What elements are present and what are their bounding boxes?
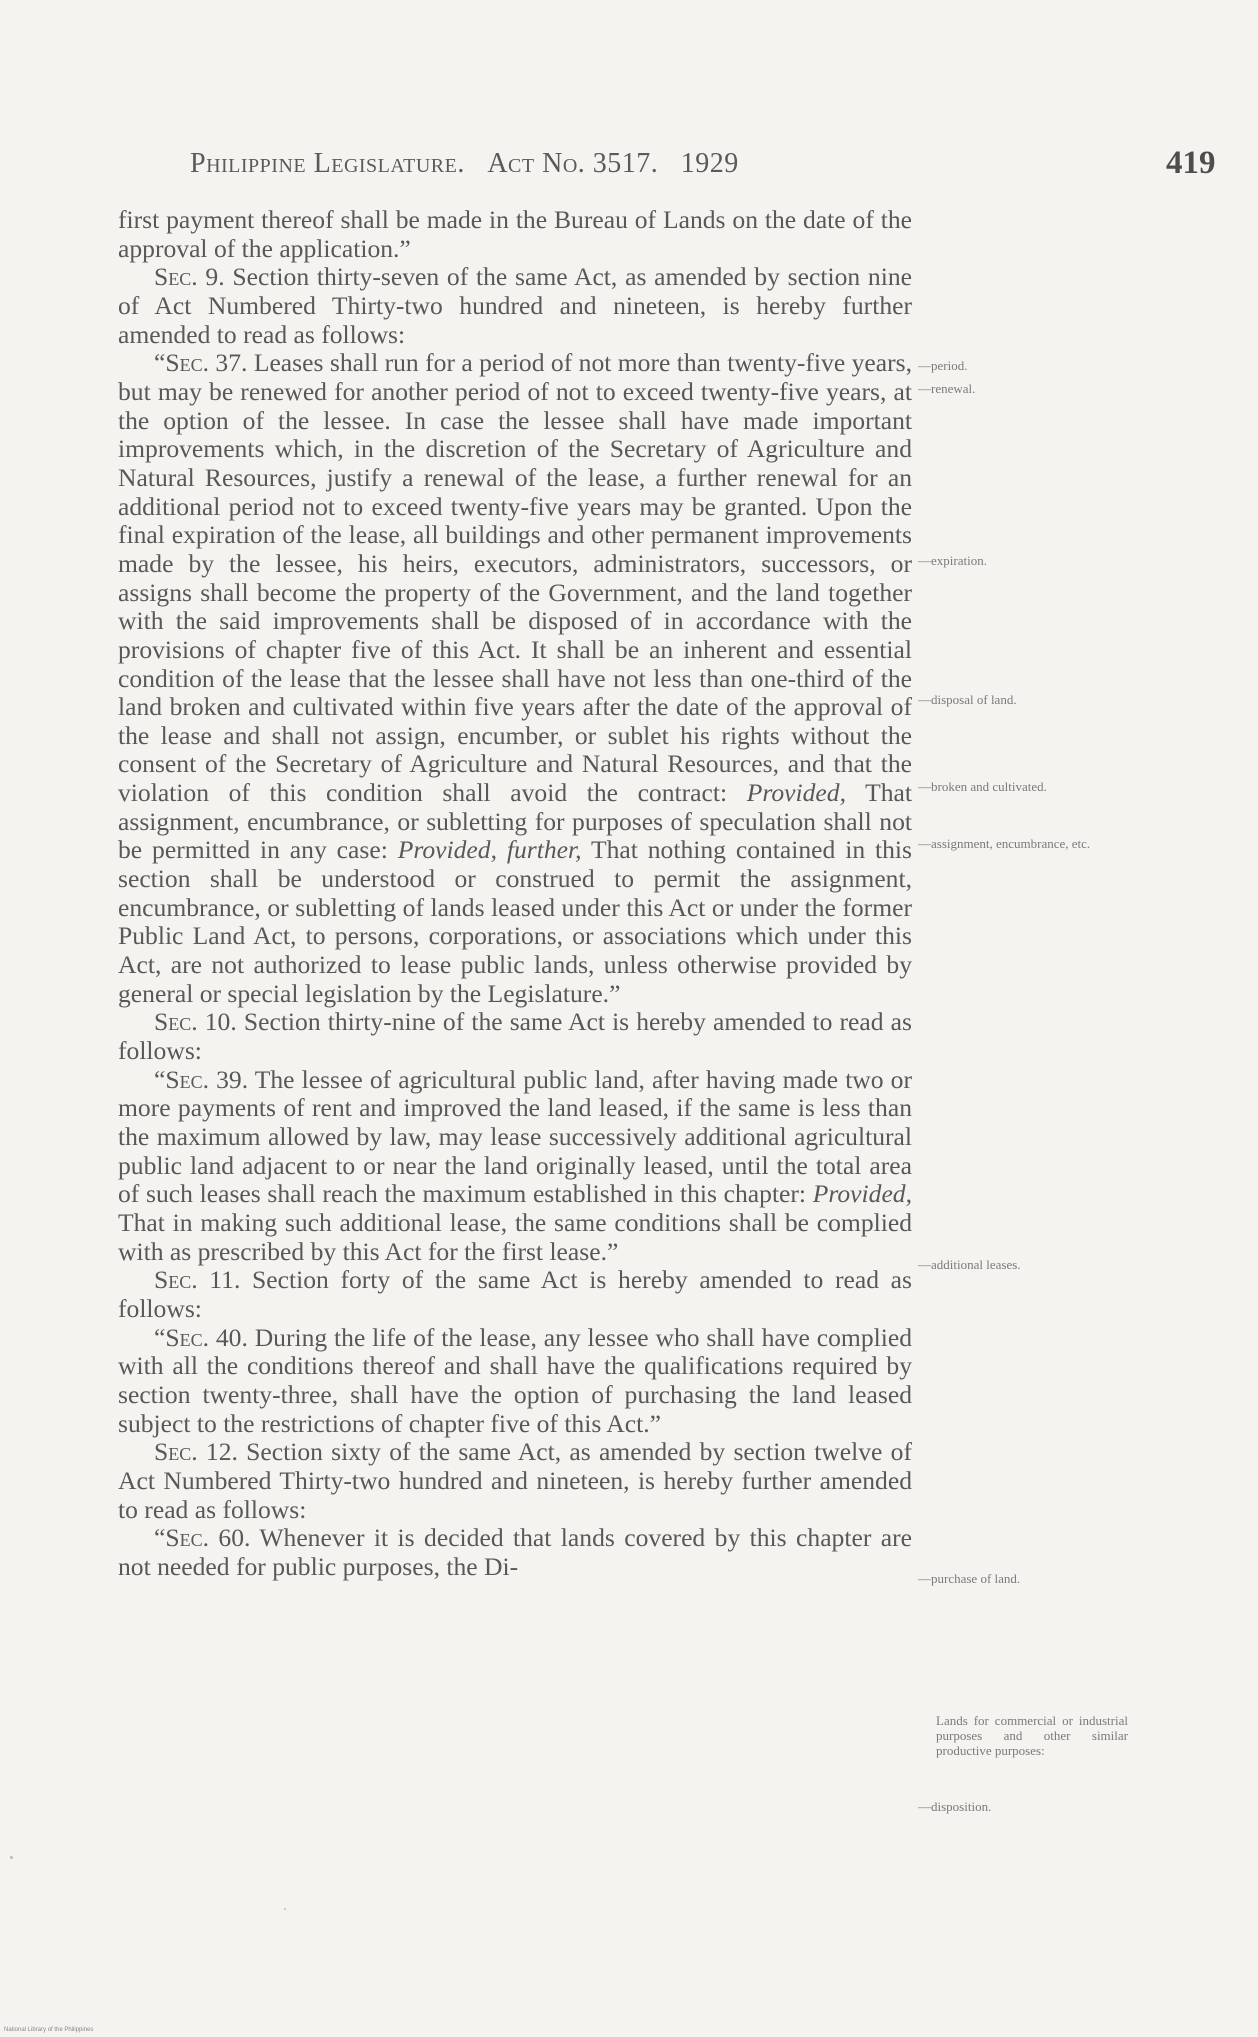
section-12-paragraph: Sec. 12. Section sixty of the same Act, as amended by section twelve of Act Numbered Thirty-two hundred and nineteen, is hereby further amended to read as follows:	[118, 1437, 912, 1524]
running-header	[190, 148, 850, 180]
section-11-paragraph: Sec. 11. Section forty of the same Act is hereby amended to read as follows:	[118, 1265, 912, 1323]
section-40-paragraph: “Sec. 40. During the life of the lease, any lessee who shall have complied with all the conditions thereof and shall have the qualifications required by section twenty-three, shall have the option of purchasing the land leased subject to the restrictions of chapter five of this Act.”	[118, 1322, 912, 1438]
sidenote-expiration: —expiration.	[918, 553, 987, 568]
section-9-paragraph: Sec. 9. Section thirty-seven of the same Act, as amended by section nine of Act Numbered Thirty-two hundred and nineteen, is hereby further amended to read as follows:	[118, 262, 912, 349]
sidenote-disposition: —disposition.	[918, 1799, 992, 1814]
running-title-year: 1929	[680, 148, 739, 179]
section-39-paragraph: “Sec. 39. The lessee of agricultural public land, after having made two or more payments of rent and improved the land leased, if the same is less than the maximum allowed by law, may lease successively additional agricultural public land adjacent to or near the land originally leased, until the total area of such leases shall reach the maximum established in this chapter: Provided, That in making such additional lease, the same conditions shall be complied with as prescribed by this Act for the first lease.”	[118, 1064, 912, 1266]
page-number: 419	[1166, 145, 1216, 181]
scan-speck	[284, 1908, 286, 1910]
body-text	[118, 206, 912, 1582]
sidenote-broken: —broken and cultivated.	[918, 779, 1047, 794]
section-10-paragraph: Sec. 10. Section thirty-nine of the same Act is hereby amended to read as follows:	[118, 1007, 912, 1066]
sidenote-lands-commercial: Lands for commercial or industrial purposes and other similar productive purposes:	[936, 1713, 1128, 1758]
sidenote-disposal: —disposal of land.	[918, 692, 1017, 707]
sidenote-renewal: —renewal.	[918, 381, 976, 396]
sidenote-additional: —additional leases.	[918, 1257, 1021, 1272]
footer-credit: National Library of the Philippines	[4, 2027, 94, 2033]
running-title-legislature: Philippine Legislature.	[190, 148, 465, 179]
scan-speck	[10, 1856, 13, 1859]
sidenote-purchase: —purchase of land.	[918, 1571, 1021, 1586]
sidenote-assignment: —assignment, encumbrance, etc.	[918, 836, 1091, 851]
paragraph-continuation: first payment thereof shall be made in the Bureau of Lands on the date of the approval of the application.”	[118, 205, 912, 263]
section-60-paragraph: “Sec. 60. Whenever it is decided that lands covered by this chapter are not needed for public purposes, the Di-	[118, 1523, 912, 1581]
sidenote-period: —period.	[918, 358, 968, 373]
running-title-act: Act No. 3517.	[487, 148, 659, 179]
section-37-paragraph: “Sec. 37. Leases shall run for a period of not more than twenty-five years, but may be renewed for another period of not to exceed twenty-five years, at the option of the lessee. In case the lessee shall have made important improvements which, in the discretion of the Secretary of Agriculture and Natural Resources, justify a renewal of the lease, a further renewal for an additional period not to exceed twenty-five years may be granted. Upon the final expiration of the lease, all buildings and other permanent improvements made by the lessee, his heirs, executors, administrators, successors, or assigns shall become the property of the Government, and the land together with the said improvements shall be disposed of in accordance with the provisions of chapter five of this Act. It shall be an inherent and essential condition of the lease that the lessee shall have not less than one-third of the land broken and cultivated within five years after the date of the approval of the lease and shall not assign, encumber, or sublet his rights without the consent of the Secretary of Agriculture and Natural Resources, and that the violation of this condition shall avoid the contract: Provided, That assignment, encumbrance, or subletting for purposes of speculation shall not be permitted in any case: Provided, further, That nothing contained in this section shall be understood or construed to permit the assignment, encumbrance, or subletting of lands leased under this Act or under the former Public Land Act, to persons, corporations, or associations which under this Act, are not authorized to lease public lands, unless otherwise provided by general or special legislation by the Legislature.”	[118, 348, 912, 1008]
